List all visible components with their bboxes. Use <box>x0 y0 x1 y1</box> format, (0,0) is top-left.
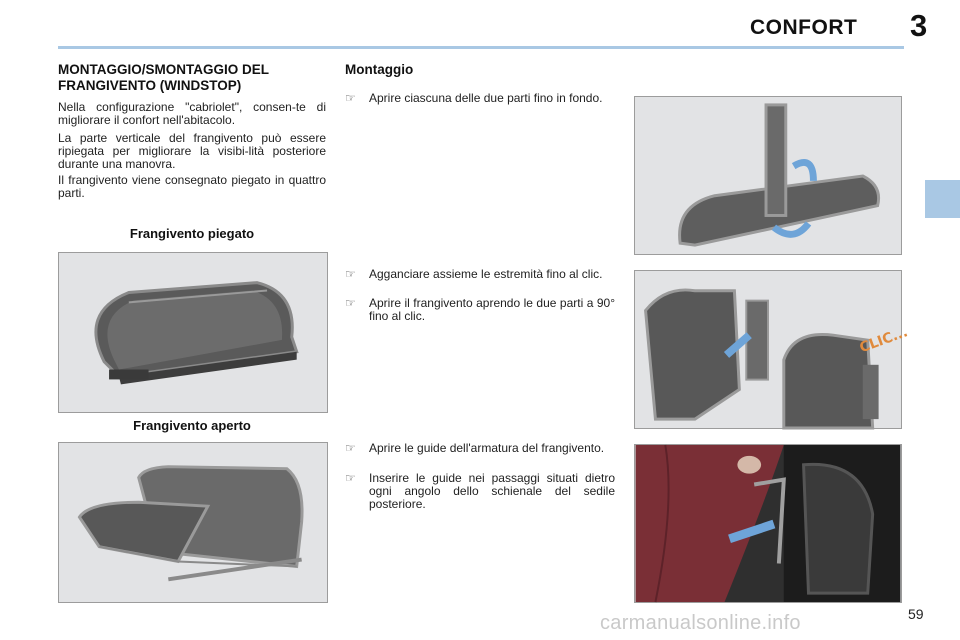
page-number: 59 <box>908 606 924 622</box>
step-4-text: Aprire le guide dell'armatura del frangivento. <box>369 441 605 455</box>
pointing-hand-icon: ☞ <box>345 441 356 455</box>
image-open-windstop <box>58 442 328 603</box>
pointing-hand-icon: ☞ <box>345 91 356 105</box>
chapter-title: CONFORT <box>750 16 858 39</box>
seat-guides-illustration <box>635 445 901 602</box>
step-1-text: Aprire ciascuna delle due parti fino in fondo. <box>369 91 603 105</box>
pointing-hand-icon: ☞ <box>345 296 356 310</box>
caption-open: Frangivento aperto <box>133 418 251 433</box>
image-hooking <box>634 270 910 429</box>
step-5-text: Inserire le guide nei passaggi situati dietro ogni angolo dello schienale del sedile posteriore. <box>369 471 615 511</box>
intro-paragraph-2: La parte verticale del frangivento può essere ripiegata per migliorare la visibi-lità posteriore durante una manovra. <box>58 131 326 171</box>
intro-paragraph-1: Nella configurazione "cabriolet", consen-te di migliorare il confort nell'abitacolo. <box>58 100 326 127</box>
step-1 <box>345 92 615 105</box>
step-4 <box>345 442 615 455</box>
image-open-parts <box>634 96 902 255</box>
header-rule <box>58 46 904 49</box>
open-windstop-illustration <box>59 443 327 602</box>
step-3 <box>345 297 615 323</box>
caption-folded: Frangivento piegato <box>129 226 255 241</box>
clic-label: CLIC... <box>857 324 910 357</box>
chapter-side-tab[interactable] <box>925 180 960 218</box>
step-2 <box>345 268 615 281</box>
step-3-text: Aprire il frangivento aprendo le due parti a 90° fino al clic. <box>369 296 615 323</box>
section-title: MONTAGGIO/SMONTAGGIO DEL FRANGIVENTO (WINDSTOP) <box>58 62 269 93</box>
hooking-illustration <box>635 271 910 428</box>
montaggio-title: Montaggio <box>345 62 414 77</box>
image-seat-guides <box>634 444 902 603</box>
chapter-number: 3 <box>910 8 928 43</box>
step-5 <box>345 472 615 511</box>
image-folded-windstop <box>58 252 328 413</box>
watermark: carmanualsonline.info <box>600 612 801 634</box>
folded-windstop-illustration <box>59 253 327 412</box>
step-2-text: Agganciare assieme le estremità fino al clic. <box>369 267 603 281</box>
pointing-hand-icon: ☞ <box>345 471 356 485</box>
intro-paragraph-3: Il frangivento viene consegnato piegato in quattro parti. <box>58 173 326 200</box>
pointing-hand-icon: ☞ <box>345 267 356 281</box>
open-parts-illustration <box>635 97 901 254</box>
